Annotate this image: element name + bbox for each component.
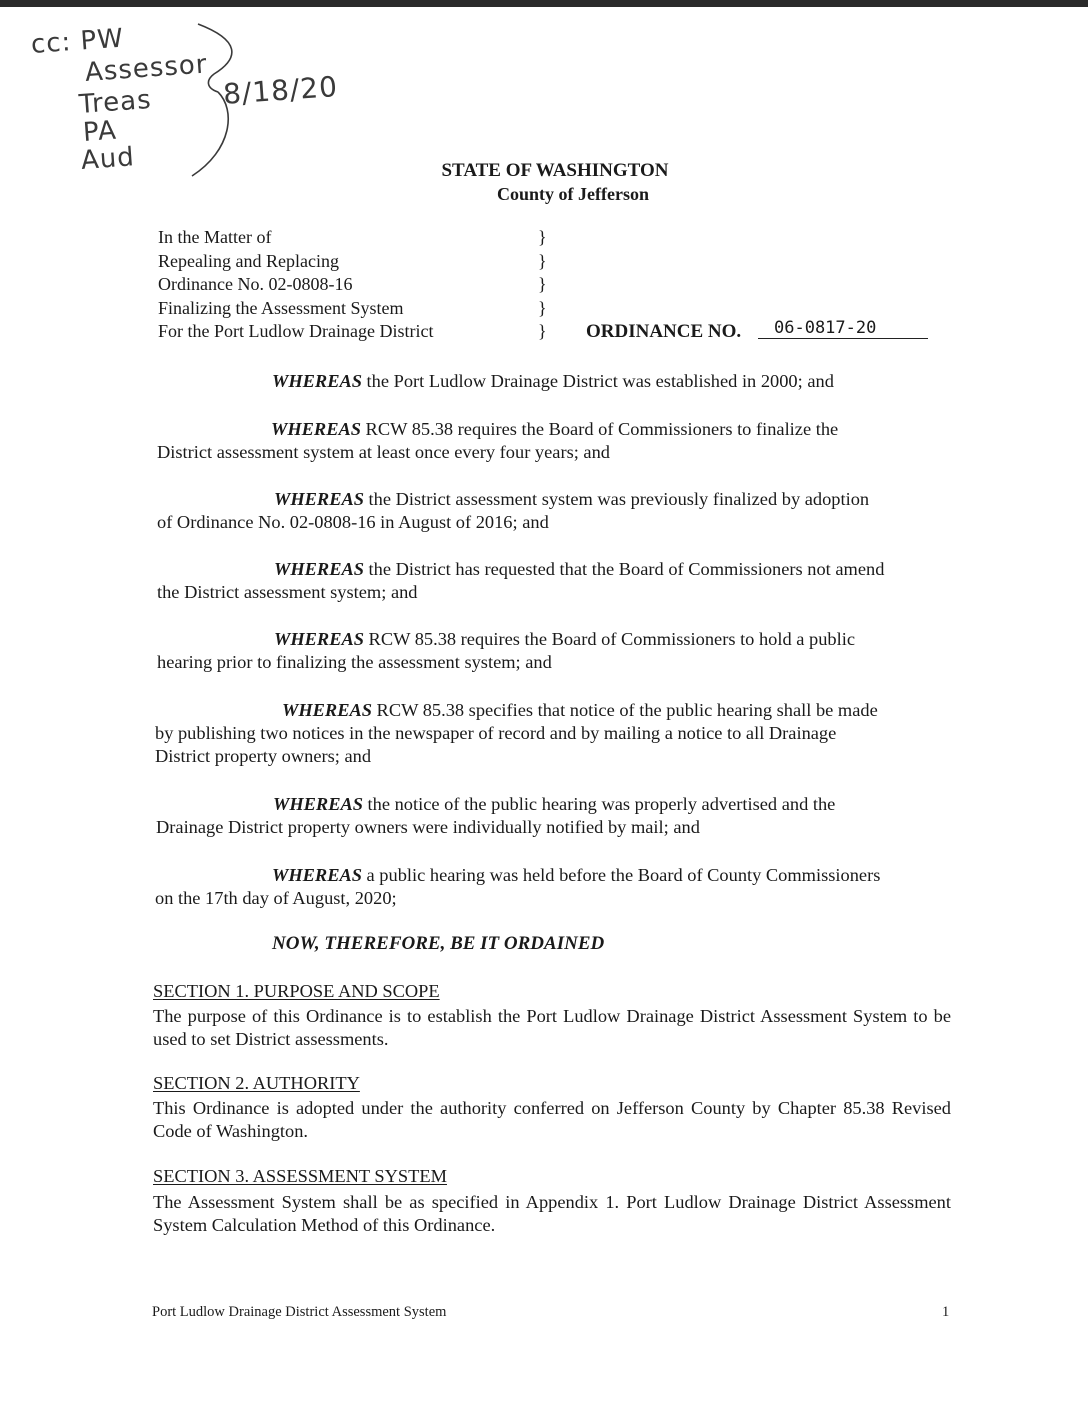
caption-bracket: } <box>538 227 547 247</box>
whereas-clause <box>155 699 878 768</box>
section-body: This Ordinance is adopted under the authority conferred on Jefferson County by Chapter 85.38 Revised Code of Washington. <box>153 1098 951 1141</box>
whereas-text: the District assessment system; and <box>157 582 418 602</box>
whereas-text: the Port Ludlow Drainage District was established in 2000; and <box>361 371 834 391</box>
whereas-text: Drainage District property owners were individually notified by mail; and <box>156 817 700 837</box>
page-number: 1 <box>942 1304 950 1320</box>
document-title-county: County of Jefferson <box>497 184 649 204</box>
whereas-text: on the 17th day of August, 2020; <box>155 888 397 908</box>
whereas-keyword: WHEREAS <box>273 794 363 814</box>
whereas-keyword: WHEREAS <box>272 865 362 885</box>
caption-line: Finalizing the Assessment System <box>158 297 404 318</box>
whereas-clause <box>155 864 880 910</box>
whereas-text: the District has requested that the Board of Commissioners not amend <box>363 559 885 579</box>
caption-bracket: } <box>538 321 547 341</box>
caption-line: For the Port Ludlow Drainage District <box>158 321 434 341</box>
ordinance-label: ORDINANCE NO. <box>586 321 742 342</box>
whereas-text: hearing prior to finalizing the assessment system; and <box>157 652 552 672</box>
handwritten-cc-line: Treas <box>78 84 153 120</box>
caption-line: Repealing and Replacing <box>158 250 339 271</box>
whereas-clause <box>156 793 835 839</box>
whereas-keyword: WHEREAS <box>271 419 361 439</box>
whereas-clause <box>157 628 855 674</box>
ordinance-number: 06-0817-20 <box>758 318 928 339</box>
whereas-text: the notice of the public hearing was properly advertised and the <box>362 794 836 814</box>
caption-line: Ordinance No. 02-0808-16 <box>158 274 353 294</box>
ordained-heading: NOW, THEREFORE, BE IT ORDAINED <box>272 933 605 954</box>
caption-bracket: } <box>538 297 547 318</box>
section-heading: SECTION 3. ASSESSMENT SYSTEM <box>153 1166 447 1186</box>
caption-brackets <box>538 226 547 344</box>
case-caption <box>158 226 433 344</box>
section-body: The purpose of this Ordinance is to establish the Port Ludlow Drainage District Assessment System to be used to set District assessments. <box>153 1006 951 1049</box>
section-heading: SECTION 1. PURPOSE AND SCOPE <box>153 981 440 1001</box>
handwritten-cc-line: cc: PW <box>30 23 125 60</box>
section-body: The Assessment System shall be as specified in Appendix 1. Port Ludlow Drainage District Assessment System Calculation Method of this Ordinance. <box>153 1192 951 1235</box>
page-footer: Port Ludlow Drainage District Assessment System <box>152 1304 447 1320</box>
whereas-keyword: WHEREAS <box>274 489 364 509</box>
whereas-text: RCW 85.38 requires the Board of Commissioners to hold a public <box>363 629 855 649</box>
whereas-clause <box>157 558 884 604</box>
whereas-clause <box>272 370 834 393</box>
whereas-text: by publishing two notices in the newspaper of record and by mailing a notice to all Drainage <box>155 723 837 743</box>
handwritten-cc-line: Aud <box>80 142 136 176</box>
whereas-text: District property owners; and <box>155 746 372 766</box>
whereas-clause <box>157 418 838 464</box>
whereas-text: RCW 85.38 specifies that notice of the public hearing shall be made <box>371 700 878 720</box>
whereas-clause <box>157 488 869 534</box>
handwritten-date: 8/18/20 <box>222 69 339 111</box>
document-title-state: STATE OF WASHINGTON <box>441 160 669 181</box>
whereas-text: the District assessment system was previously finalized by adoption <box>363 489 870 509</box>
handwritten-cc-line: Assessor <box>84 49 209 88</box>
whereas-text: District assessment system at least once every four years; and <box>157 442 610 462</box>
caption-line: In the Matter of <box>158 227 272 247</box>
whereas-text: RCW 85.38 requires the Board of Commissioners to finalize the <box>360 419 839 439</box>
caption-bracket: } <box>538 274 547 294</box>
section-heading: SECTION 2. AUTHORITY <box>153 1073 360 1093</box>
whereas-keyword: WHEREAS <box>272 371 362 391</box>
whereas-keyword: WHEREAS <box>274 559 364 579</box>
handwritten-cc-line: PA <box>82 115 118 148</box>
whereas-text: a public hearing was held before the Board of County Commissioners <box>361 865 881 885</box>
whereas-keyword: WHEREAS <box>282 700 372 720</box>
caption-bracket: } <box>538 250 547 271</box>
whereas-text: of Ordinance No. 02-0808-16 in August of 2016; and <box>157 512 549 532</box>
whereas-keyword: WHEREAS <box>274 629 364 649</box>
